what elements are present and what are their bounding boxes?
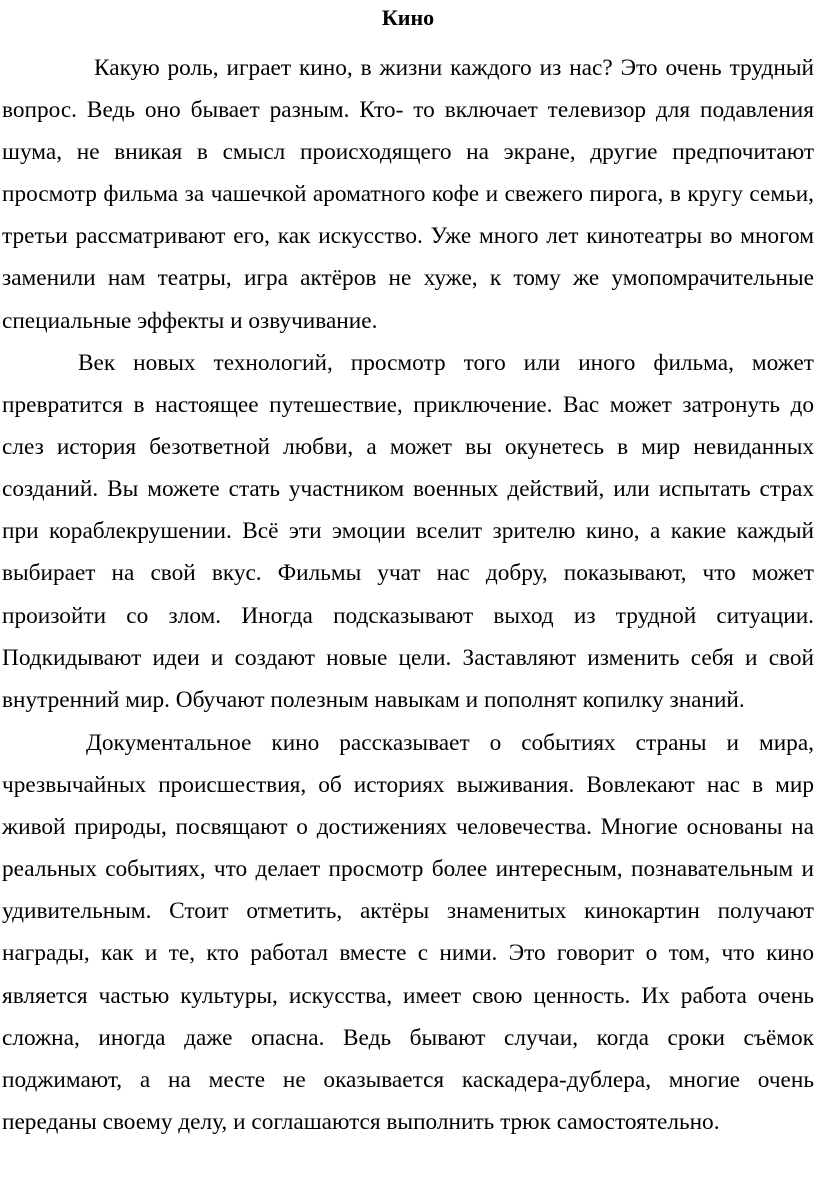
paragraph: Век новых технологий, просмотр того или иного фильма, может превратится в настоящее путешествие, приключение. Вас может затронуть до слез история безответной любви, а может вы окунетесь в мир невиданных созданий. Вы можете стать участником военных действий, или испытать страх при кораблекрушении. Всё эти эмоции вселит зрителю кино, а какие каждый выбирает на свой вкус. Фильмы учат нас добру, показывают, что может произойти со злом. Иногда подсказывают выход из трудной ситуации. Подкидывают идеи и создают новые цели. Заставляют изменить себя и свой внутренний мир. Обучают полезным навыкам и пополнят копилку знаний. [2,350,814,713]
document-title: Кино [381,5,435,30]
paragraph: Документальное кино рассказывает о событиях страны и мира, чрезвычайных происшествия, об историях выживания. Вовлекают нас в мир живой природы, посвящают о достижениях человечества. Многие основаны на реальных событиях, что делает просмотр более интересным, познавательным и удивительным. Стоит отметить, актёры знаменитых кинокартин получают награды, как и те, кто работал вместе с ними. Это говорит о том, что кино является частью культуры, искусства, имеет свою ценность. Их работа очень сложна, иногда даже опасна. Ведь бывают случаи, когда сроки съёмок поджимают, а на месте не оказывается каскадера-дублера, многие очень переданы своему делу, и соглашаются выполнить трюк самостоятельно. [2,730,814,1135]
paragraph: Какую роль, играет кино, в жизни каждого из нас? Это очень трудный вопрос. Ведь оно бывает разным. Кто- то включает телевизор для подавления шума, не вникая в смысл происходящего на экране, другие предпочитают просмотр фильма за чашечкой ароматного кофе и свежего пирога, в кругу семьи, третьи рассматривают его, как искусство. Уже много лет кинотеатры во многом заменили нам театры, игра актёров не хуже, к тому же умопомрачительные специальные эффекты и озвучивание. [2,55,814,334]
